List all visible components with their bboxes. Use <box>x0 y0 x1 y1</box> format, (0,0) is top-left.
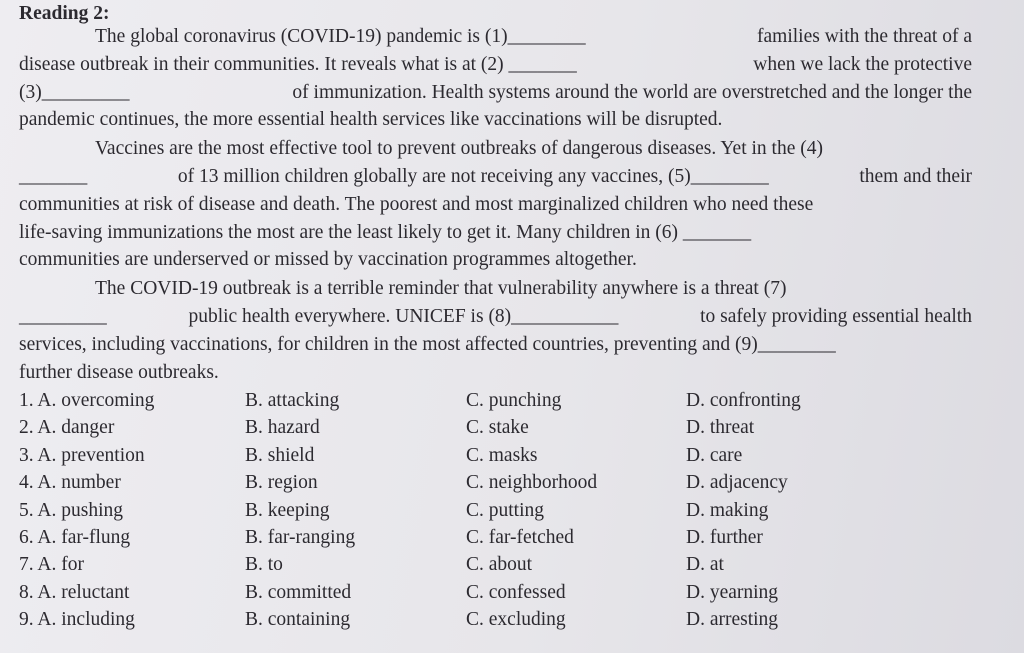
option-a: 3. A. prevention <box>19 444 145 466</box>
passage-line <box>19 164 972 190</box>
option-d: D. arresting <box>686 609 779 631</box>
option-c: C. punching <box>466 390 562 411</box>
option-d: D. further <box>686 526 763 548</box>
option-c: C. stake <box>466 417 529 439</box>
passage-text: _______ <box>19 166 88 187</box>
passage-line: services, including vaccinations, for children in the most affected countries, preventing and (9)________ <box>19 334 836 355</box>
option-c: C. excluding <box>466 609 566 631</box>
passage-text: public health everywhere. UNICEF is (8)___________ <box>188 306 619 327</box>
option-d: D. at <box>686 554 724 576</box>
passage-line <box>19 304 972 330</box>
passage-text: of immunization. Health systems around the world are overstretched and the longer the <box>292 82 972 103</box>
option-row <box>19 417 1019 444</box>
option-a: 9. A. including <box>19 609 135 631</box>
option-b: B. hazard <box>245 417 320 439</box>
passage-line: further disease outbreaks. <box>19 362 219 383</box>
passage-line <box>95 24 972 50</box>
option-b: B. region <box>245 472 318 494</box>
option-row <box>19 445 1019 472</box>
passage-text: of 13 million children globally are not receiving any vaccines, (5)________ <box>177 166 769 187</box>
passage-line <box>19 52 972 78</box>
passage-line: The COVID-19 outbreak is a terrible reminder that vulnerability anywhere is a threat (7) <box>95 278 787 299</box>
reading-heading: Reading 2: <box>19 3 110 24</box>
option-b: B. committed <box>245 581 352 603</box>
option-a: 1. A. overcoming <box>19 390 155 411</box>
passage-text: disease outbreak in their communities. It reveals what is at (2) _______ <box>19 54 577 75</box>
option-row <box>19 554 1019 581</box>
option-row <box>19 609 1019 636</box>
option-row <box>19 582 1019 609</box>
option-c: C. about <box>466 554 533 576</box>
option-b: B. far-ranging <box>245 526 356 548</box>
option-c: C. far-fetched <box>466 526 574 548</box>
option-c: C. confessed <box>466 581 566 603</box>
option-b: B. to <box>245 554 283 576</box>
passage-line: Vaccines are the most effective tool to prevent outbreaks of dangerous diseases. Yet in the (4) <box>95 138 823 159</box>
option-a: 8. A. reluctant <box>19 581 130 603</box>
option-a: 4. A. number <box>19 472 121 494</box>
option-a: 2. A. danger <box>19 417 115 439</box>
option-b: B. shield <box>245 444 315 466</box>
passage-text: when we lack the protective <box>753 54 972 75</box>
option-row <box>19 500 1019 527</box>
option-d: D. care <box>686 444 743 466</box>
option-d: D. yearning <box>686 581 779 603</box>
passage-text: to safely providing essential health <box>700 306 972 327</box>
option-d: D. adjacency <box>686 472 788 494</box>
passage-line: communities are underserved or missed by vaccination programmes altogether. <box>19 249 637 270</box>
passage-line: life-saving immunizations the most are the least likely to get it. Many children in (6) _______ <box>19 222 752 243</box>
option-d: D. threat <box>686 417 755 439</box>
answer-options <box>19 390 1019 637</box>
passage-text: them and their <box>859 166 972 187</box>
option-b: B. keeping <box>245 499 330 521</box>
option-c: C. putting <box>466 499 545 521</box>
option-a: 5. A. pushing <box>19 499 124 521</box>
passage-text: _________ <box>19 306 107 327</box>
passage-text: families with the threat of a <box>757 26 972 47</box>
option-row <box>19 390 1019 417</box>
passage-text: (3)_________ <box>19 82 130 103</box>
option-c: C. masks <box>466 444 538 466</box>
passage-line: communities at risk of disease and death. The poorest and most marginalized children who need these <box>19 194 814 215</box>
option-row <box>19 472 1019 499</box>
passage-line: pandemic continues, the more essential health services like vaccinations will be disrupted. <box>19 109 723 130</box>
option-d: D. confronting <box>686 390 801 411</box>
option-row <box>19 527 1019 554</box>
option-b: B. attacking <box>245 390 340 411</box>
option-d: D. making <box>686 499 769 521</box>
option-b: B. containing <box>245 609 351 631</box>
passage-line <box>19 80 972 106</box>
option-a: 7. A. for <box>19 554 84 576</box>
option-c: C. neighborhood <box>466 472 598 494</box>
passage-text: The global coronavirus (COVID-19) pandemic is (1)________ <box>95 26 586 47</box>
option-a: 6. A. far-flung <box>19 526 131 548</box>
